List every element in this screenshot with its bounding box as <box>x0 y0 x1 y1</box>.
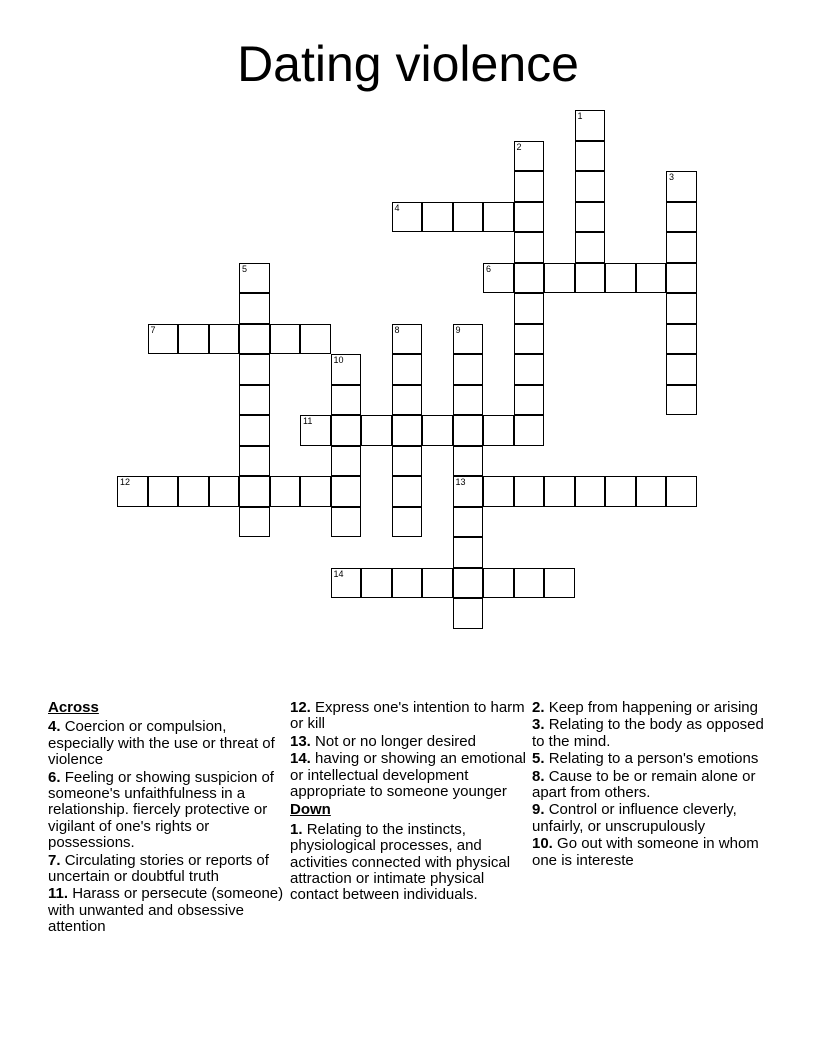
clue-number: 3. <box>532 716 545 734</box>
grid-cell[interactable] <box>544 476 575 507</box>
clue-text: Go out with someone in whom one is intereste <box>532 835 759 869</box>
clues-column-3 <box>532 700 770 870</box>
grid-cell[interactable] <box>453 537 484 568</box>
clue-number: 2. <box>532 699 545 716</box>
grid-cell[interactable] <box>514 385 545 416</box>
cell-number: 6 <box>486 263 492 274</box>
clue-across-12 <box>290 700 528 733</box>
clue-text: having or showing an emotional or intellectual development appropriate to someone younger <box>290 750 526 801</box>
grid-cell[interactable] <box>270 324 301 355</box>
clue-number: 12. <box>290 699 311 716</box>
cell-number: 2 <box>516 141 522 152</box>
grid-cell[interactable] <box>392 507 423 538</box>
grid-cell[interactable] <box>453 507 484 538</box>
grid-cell[interactable] <box>300 324 331 355</box>
grid-cell[interactable] <box>666 171 697 202</box>
grid-cell[interactable] <box>514 293 545 324</box>
clue-across-14 <box>290 751 528 800</box>
grid-cell[interactable] <box>239 446 270 477</box>
grid-cell[interactable] <box>422 415 453 446</box>
clue-number: 8. <box>532 767 545 785</box>
cell-number: 4 <box>394 202 400 213</box>
clue-down-2 <box>532 700 770 716</box>
grid-cell[interactable] <box>392 415 423 446</box>
grid-cell[interactable] <box>300 476 331 507</box>
grid-cell[interactable] <box>514 171 545 202</box>
grid-cell[interactable] <box>514 232 545 263</box>
clue-down-5 <box>532 751 770 767</box>
grid-cell[interactable] <box>483 476 514 507</box>
clue-number: 11. <box>48 885 69 903</box>
clue-number: 7. <box>48 851 61 869</box>
clue-number: 14. <box>290 750 311 768</box>
clue-down-3 <box>532 717 770 750</box>
clue-text: Cause to be or remain alone or apart from others. <box>532 767 756 802</box>
cell-number: 8 <box>394 324 400 335</box>
grid-cell[interactable] <box>453 598 484 629</box>
grid-cell[interactable] <box>483 202 514 233</box>
clue-text: Relating to a person's emotions <box>548 750 759 768</box>
cell-number: 1 <box>577 111 583 121</box>
grid-cell[interactable] <box>575 110 606 141</box>
grid-cell[interactable] <box>239 354 270 385</box>
grid-cell[interactable] <box>483 568 514 599</box>
clue-across-13 <box>290 734 528 750</box>
clues-column-1 <box>48 700 286 937</box>
clue-across-4 <box>48 719 286 768</box>
grid-cell[interactable] <box>453 202 484 233</box>
grid-cell[interactable] <box>392 385 423 416</box>
grid-cell[interactable] <box>514 324 545 355</box>
cell-number: 12 <box>120 477 131 487</box>
clue-text: Harass or persecute (someone) with unwanted and obsessive attention <box>48 885 284 936</box>
clue-number: 6. <box>48 768 61 786</box>
clue-down-10 <box>532 836 770 869</box>
grid-cell[interactable] <box>117 476 148 507</box>
grid-cell[interactable] <box>514 476 545 507</box>
grid-cell[interactable] <box>575 263 606 294</box>
clue-text: Relating to the body as opposed to the mind. <box>532 716 764 750</box>
grid-cell[interactable] <box>453 476 484 507</box>
grid-cell[interactable] <box>392 324 423 355</box>
grid-cell[interactable] <box>422 202 453 233</box>
clue-text: Feeling or showing suspicion of someone's unfaithfulness in a relationship. fiercely protective or vigilant of one's rights or possessions. <box>48 768 274 852</box>
grid-cell[interactable] <box>483 415 514 446</box>
clue-text: Coercion or compulsion, especially with the use or threat of violence <box>48 718 275 769</box>
grid-cell[interactable] <box>392 476 423 507</box>
grid-cell[interactable] <box>514 415 545 446</box>
clue-number: 9. <box>532 801 545 819</box>
clue-down-1 <box>290 822 528 904</box>
grid-cell[interactable] <box>148 476 179 507</box>
clue-down-9 <box>532 802 770 835</box>
grid-cell[interactable] <box>209 324 240 355</box>
grid-cell[interactable] <box>514 202 545 233</box>
grid-cell[interactable] <box>453 446 484 477</box>
grid-cell[interactable] <box>178 324 209 355</box>
grid-cell[interactable] <box>666 293 697 324</box>
grid-cell[interactable] <box>514 141 545 172</box>
clue-text: Control or influence cleverly, unfairly, or unscrupulously <box>532 801 737 835</box>
clue-text: Express one's intention to harm or kill <box>290 699 525 733</box>
grid-cell[interactable] <box>575 171 606 202</box>
grid-cell[interactable] <box>209 476 240 507</box>
grid-cell[interactable] <box>575 202 606 233</box>
grid-cell[interactable] <box>575 476 606 507</box>
grid-cell[interactable] <box>636 263 667 294</box>
grid-cell[interactable] <box>453 354 484 385</box>
puzzle-title: Dating violence <box>237 36 579 92</box>
grid-cell[interactable] <box>544 263 575 294</box>
grid-cell[interactable] <box>636 476 667 507</box>
grid-cell[interactable] <box>605 476 636 507</box>
grid-cell[interactable] <box>392 202 423 233</box>
clue-text: Not or no longer desired <box>315 732 476 750</box>
grid-cell[interactable] <box>666 354 697 385</box>
grid-cell[interactable] <box>666 476 697 507</box>
grid-cell[interactable] <box>270 476 301 507</box>
grid-cell[interactable] <box>178 476 209 507</box>
cell-number: 13 <box>455 477 466 487</box>
grid-cell[interactable] <box>422 568 453 599</box>
grid-cell[interactable] <box>331 446 362 477</box>
grid-cell[interactable] <box>239 324 270 355</box>
across-heading: Across <box>48 699 99 716</box>
grid-cell[interactable] <box>239 385 270 416</box>
cell-number: 11 <box>303 416 313 426</box>
clue-number: 1. <box>290 820 303 838</box>
grid-cell[interactable] <box>392 568 423 599</box>
clue-number: 4. <box>48 718 61 736</box>
grid-cell[interactable] <box>239 476 270 507</box>
grid-cell[interactable] <box>148 324 179 355</box>
cell-number: 3 <box>669 172 675 182</box>
clue-down-8 <box>532 769 770 802</box>
grid-cell[interactable] <box>453 324 484 355</box>
clue-text: Relating to the instincts, physiological processes, and activities connected with physical attraction or intimate physical contact between individuals. <box>290 820 511 904</box>
grid-cell[interactable] <box>514 354 545 385</box>
clue-text: Circulating stories or reports of uncertain or doubtful truth <box>48 851 269 886</box>
clue-number: 5. <box>532 750 545 768</box>
clue-across-6 <box>48 770 286 852</box>
down-heading: Down <box>290 801 331 819</box>
grid-cell[interactable] <box>666 202 697 233</box>
clue-text: Keep from happening or arising <box>548 699 758 716</box>
clue-across-7 <box>48 853 286 886</box>
grid-cell[interactable] <box>514 568 545 599</box>
grid-cell[interactable] <box>239 415 270 446</box>
grid-cell[interactable] <box>239 293 270 324</box>
grid-cell[interactable] <box>605 263 636 294</box>
grid-cell[interactable] <box>239 507 270 538</box>
grid-cell[interactable] <box>361 568 392 599</box>
cell-number: 9 <box>455 324 461 335</box>
grid-cell[interactable] <box>666 385 697 416</box>
grid-cell[interactable] <box>239 263 270 294</box>
grid-cell[interactable] <box>392 446 423 477</box>
cell-number: 5 <box>242 263 248 274</box>
grid-cell[interactable] <box>544 568 575 599</box>
clues-column-2 <box>290 700 528 905</box>
grid-cell[interactable] <box>666 324 697 355</box>
cell-number: 7 <box>150 324 156 335</box>
grid-cell[interactable] <box>453 415 484 446</box>
cell-number: 14 <box>333 568 344 579</box>
grid-cell[interactable] <box>331 354 362 385</box>
grid-cell[interactable] <box>575 232 606 263</box>
grid-cell[interactable] <box>483 263 514 294</box>
grid-cell[interactable] <box>331 415 362 446</box>
grid-cell[interactable] <box>666 263 697 294</box>
grid-cell[interactable] <box>392 354 423 385</box>
grid-cell[interactable] <box>331 385 362 416</box>
cell-number: 10 <box>333 355 344 365</box>
grid-cell[interactable] <box>514 263 545 294</box>
grid-cell[interactable] <box>453 568 484 599</box>
grid-cell[interactable] <box>666 232 697 263</box>
grid-cell[interactable] <box>331 507 362 538</box>
grid-cell[interactable] <box>300 415 331 446</box>
grid-cell[interactable] <box>331 568 362 599</box>
grid-cell[interactable] <box>453 385 484 416</box>
clue-number: 13. <box>290 732 311 750</box>
grid-cell[interactable] <box>361 415 392 446</box>
grid-cell[interactable] <box>575 141 606 172</box>
clue-across-11 <box>48 886 286 935</box>
clue-number: 10. <box>532 835 553 853</box>
grid-cell[interactable] <box>331 476 362 507</box>
